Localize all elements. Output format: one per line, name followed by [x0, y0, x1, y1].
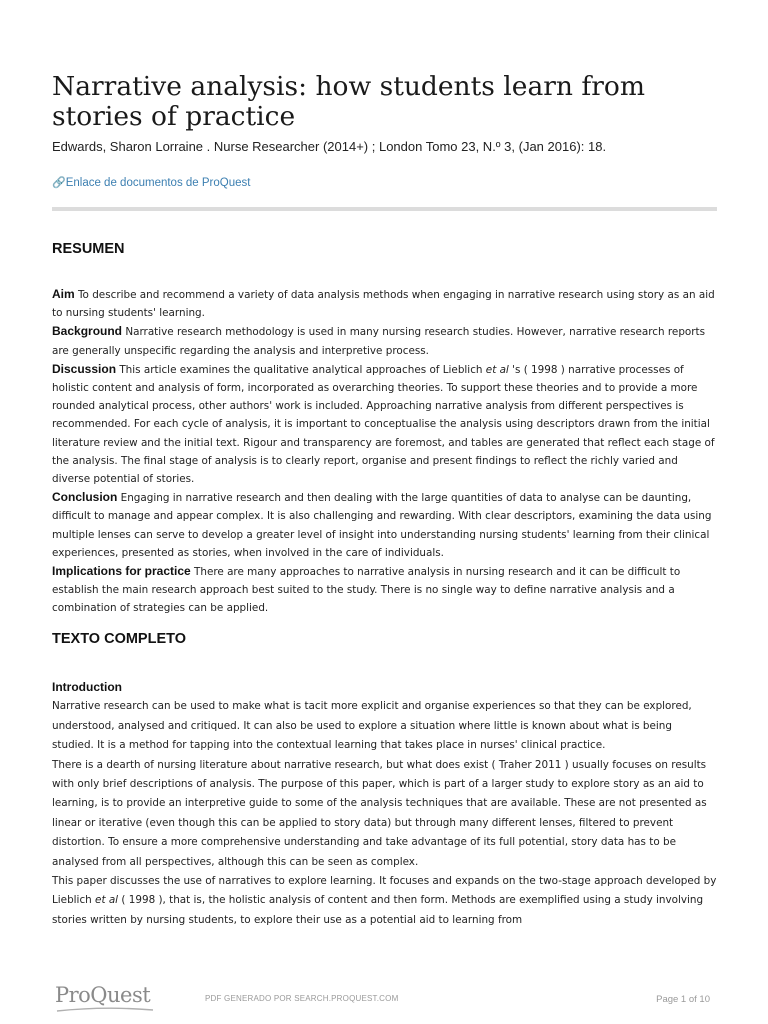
paragraph-3-a: This paper discusses the use of narratives to explore learning. It focuses and expands on the two-stage approach developed by Lieblich	[52, 875, 717, 907]
implications-text: There are many approaches to narrative analysis in nursing research and it can be difficult to establish the main research approach best suited to the study. There is no single way to define narrative analysis and a combination of strategies can be applied.	[52, 566, 681, 615]
citation: Edwards, Sharon Lorraine . Nurse Researcher (2014+) ; London Tomo 23, N.º 3, (Jan 2016): 18.	[52, 139, 607, 154]
conclusion-label: Conclusion	[52, 490, 118, 505]
abstract-body	[52, 285, 717, 618]
title-line-2: stories of practice	[52, 101, 296, 132]
aim-label: Aim	[52, 287, 75, 301]
page-footer	[0, 975, 768, 1024]
background-text: Narrative research methodology is used in many nursing research studies. However, narrative research reports are generally unspecific regarding the analysis and interpretive process.	[52, 326, 706, 357]
discussion-text-2: 's ( 1998 ) narrative processes of holistic content and analysis of form, incorporated as overarching theories. To support these theories and to provide a more rounded analytical process, other authors' work is included. Approaching narrative analysis from different perspectives is recommended. For each cycle of analysis, it is important to conceptualise the analysis using descriptors drawn from the initial literature review and the initial text. Rigour and transparency are foremost, and tables are generated that reflect each stage of the analysis. The final stage of analysis is to clearly report, organise and present findings to reflect the richly varied and diverse potential of stories.	[52, 363, 715, 486]
link-icon: 🔗	[52, 177, 66, 189]
abstract-conclusion	[52, 488, 717, 562]
paragraph-3-etal: et al	[95, 894, 119, 907]
aim-text: To describe and recommend a variety of data analysis methods when engaging in narrative research using story as an aid to nursing students' learning.	[52, 289, 715, 320]
fulltext-heading: TEXTO COMPLETO	[52, 631, 187, 647]
discussion-label: Discussion	[52, 361, 117, 376]
background-label: Background	[52, 324, 123, 339]
page-number: Page 1 of 10	[656, 994, 710, 1005]
conclusion-text: Engaging in narrative research and then dealing with the large quantities of data to analyse can be daunting, difficult to manage and appear complex. It is also challenging and rewarding. With clear descriptors, examining the data using multiple lenses can serve to develop a greater level of insight into understanding nursing students' learning from their clinical experiences, presented as stories, when involved in the care of individuals.	[52, 492, 712, 559]
logo-swoosh-icon	[55, 1007, 155, 1013]
discussion-text-1: This article examines the qualitative analytical approaches of Lieblich	[116, 363, 486, 376]
paragraph-3-b: ( 1998 ), that is, the holistic analysis of content and then form. Methods are exemplified using a study involving stories written by nursing students, to explore their use as a potential aid to learning from	[52, 894, 704, 926]
proquest-document-link[interactable]	[52, 176, 250, 189]
introduction-heading: Introduction	[52, 680, 122, 694]
title-line-1: Narrative analysis: how students learn from	[52, 71, 645, 102]
paragraph-1: Narrative research can be used to make what is tacit more explicit and organise experiences so that they can be explored, understood, analysed and critiqued. It can also be used to explore a situation where little is known about what is being studied. It is a method for tapping into the contextual learning that takes place in nurses' clinical practice.	[52, 700, 692, 752]
abstract-discussion	[52, 360, 717, 488]
abstract-implications	[52, 562, 717, 618]
proquest-logo: ProQuest	[55, 983, 151, 1007]
abstract-background	[52, 322, 717, 359]
footer-note: PDF GENERADO POR SEARCH.PROQUEST.COM	[205, 994, 399, 1003]
fulltext-body	[52, 678, 717, 930]
document-title	[52, 72, 717, 132]
abstract-heading: RESUMEN	[52, 241, 125, 257]
paragraph-3	[52, 872, 717, 930]
header-divider	[52, 207, 717, 211]
paragraph-2: There is a dearth of nursing literature about narrative research, but what does exist ( Traher 2011 ) usually focuses on results with only brief descriptions of analysis. The purpose of this paper, which is part of a larger study to explore story as an aid to learning, is to provide an interpretive guide to some of the analysis techniques that are available. These are not presented as linear or iterative (even though this can be applied to story data) but through many different lenses, filtered to prevent distortion. To ensure a more comprehensive understanding and take advantage of its full potential, story data has to be analysed from all perspectives, although this can be seen as complex.	[52, 758, 707, 868]
abstract-aim	[52, 285, 717, 322]
implications-label: Implications for practice	[52, 564, 191, 579]
proquest-link-text: Enlace de documentos de ProQuest	[65, 177, 251, 189]
discussion-etal: et al	[485, 363, 509, 376]
